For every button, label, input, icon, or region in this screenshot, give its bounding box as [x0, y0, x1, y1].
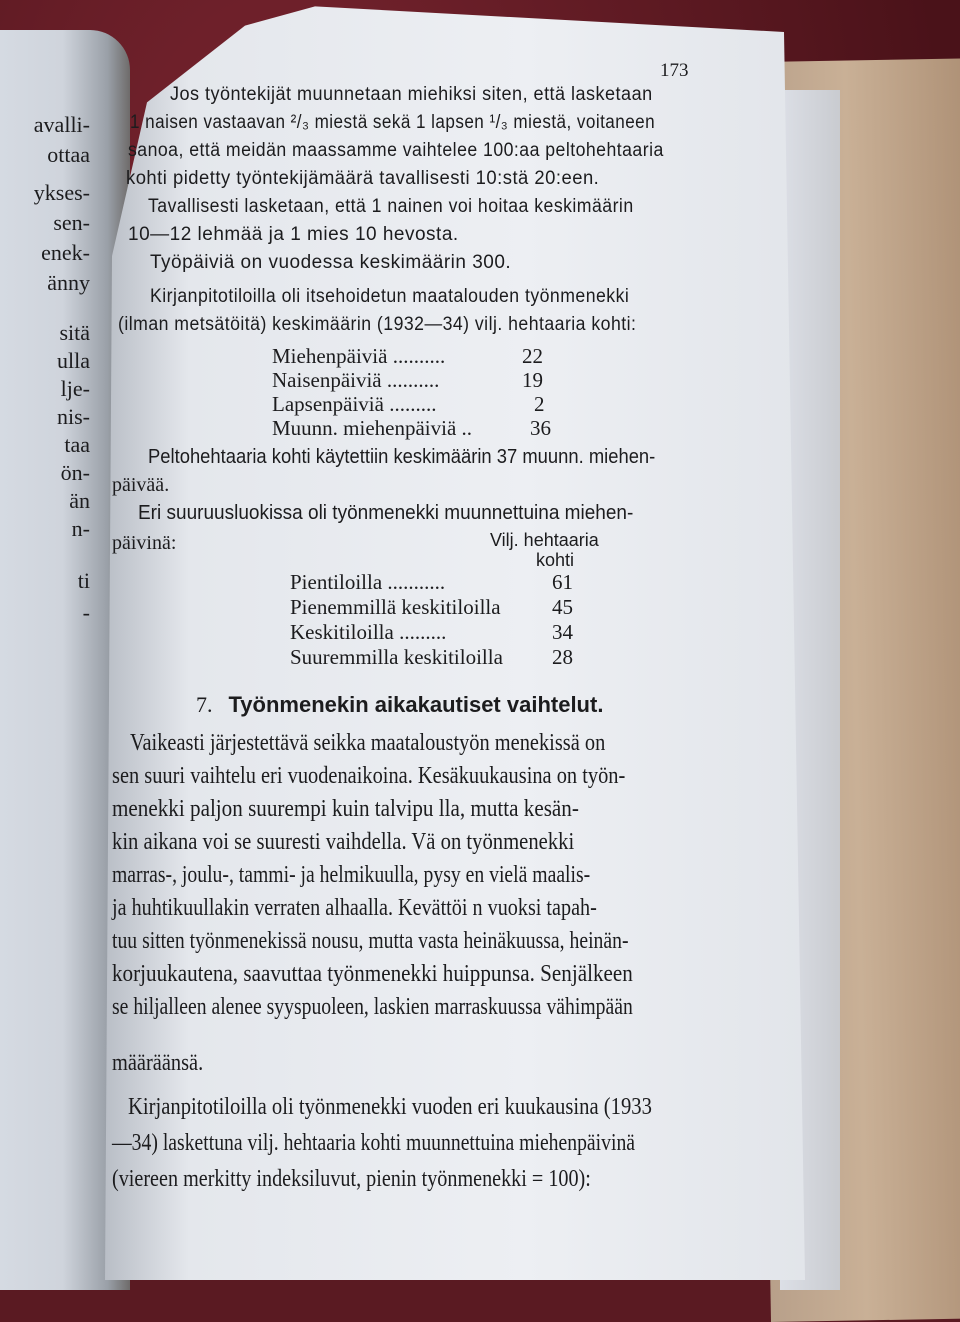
text-line: Kirjanpitotiloilla oli itsehoidetun maatalouden työnmenekki: [150, 286, 630, 307]
left-fragment: taa: [64, 432, 90, 457]
text-line: Eri suuruusluokissa oli työnmenekki muunnettuina miehen-: [138, 502, 634, 524]
text-line: Työpäiviä on vuodessa keskimäärin 300.: [150, 252, 512, 273]
text-line: 10—12 lehmää ja 1 mies 10 hevosta.: [128, 224, 459, 245]
row-label: Pienemmillä keskitiloilla: [290, 595, 501, 619]
text-line: sanoa, että meidän maassamme vaihtelee 100:aa peltohehtaaria: [128, 140, 664, 161]
row-label: Miehenpäiviä ..........: [272, 344, 446, 368]
text-line: päivinä:: [112, 532, 177, 554]
column-header: kohti: [536, 550, 575, 570]
size-class-table: [290, 530, 599, 670]
left-fragment: sitä: [59, 320, 90, 345]
left-fragment: enek-: [41, 240, 90, 265]
left-fragment: ön-: [60, 460, 90, 485]
page-number: 173: [660, 60, 689, 81]
left-fragment: nis-: [57, 404, 90, 429]
row-label: Naisenpäiviä ..........: [272, 368, 440, 392]
left-fragment: ulla: [57, 348, 90, 373]
text-line: ja huhtikuullakin verraten alhaalla. Kevättöi n vuoksi tapah-: [112, 895, 597, 921]
text-line: sen suuri vaihtelu eri vuodenaikoina. Kesäkuukausina on työn-: [112, 763, 626, 789]
text-line: Peltohehtaaria kohti käytettiin keskimäärin 37 muunn. miehen-: [148, 446, 656, 468]
row-value: 19: [522, 368, 543, 392]
table-row: [272, 344, 551, 368]
text-line: kohti pidetty työntekijämäärä tavallisesti 10:stä 20:een.: [126, 168, 600, 189]
section-number: 7.: [196, 692, 213, 717]
left-fragment: -: [82, 600, 90, 625]
row-label: Keskitiloilla .........: [290, 620, 447, 644]
text-line: menekki paljon suurempi kuin talvipu lla, mutta kesän-: [112, 796, 579, 822]
text-line: Jos työntekijät muunnetaan miehiksi siten, että lasketaan: [170, 84, 653, 105]
row-value: 34: [552, 620, 573, 644]
text-line: —34) laskettuna vilj. hehtaaria kohti muunnettuina miehenpäivinä: [112, 1130, 636, 1156]
row-value: 61: [552, 570, 573, 594]
text-line: Vaikeasti järjestettävä seikka maataloustyön menekissä on: [130, 730, 606, 756]
text-line: (viereen merkitty indeksiluvut, pienin työnmenekki = 100):: [112, 1166, 591, 1192]
text-line: se hiljalleen alenee syyspuoleen, laskien marraskuussa vähimpään: [112, 994, 633, 1020]
section-title: Työnmenekin aikakautiset vaihtelut.: [228, 692, 604, 717]
text-line: marras-, joulu-, tammi- ja helmikuulla, pysy en vielä maalis-: [112, 862, 591, 888]
text-line: korjuukautena, saavuttaa työnmenekki huippunsa. Senjälkeen: [112, 961, 633, 987]
section-heading: [196, 692, 619, 718]
row-value: 45: [552, 595, 573, 619]
text-line: (ilman metsätöitä) keskimäärin (1932—34) vilj. hehtaaria kohti:: [118, 314, 637, 335]
text-line: Tavallisesti lasketaan, että 1 nainen voi hoitaa keskimäärin: [148, 196, 634, 217]
row-value: 28: [552, 645, 573, 669]
table-row: [290, 645, 599, 670]
column-header: Vilj. hehtaaria: [490, 530, 599, 550]
row-label: Pientiloilla ...........: [290, 570, 446, 594]
text-line: 1 naisen vastaavan ²/₃ miestä sekä 1 lapsen ¹/₃ miestä, voitaneen: [130, 112, 656, 133]
table-row: [290, 570, 599, 595]
row-label: Suuremmilla keskitiloilla: [290, 645, 503, 669]
left-fragment: ti: [77, 568, 90, 593]
left-fragment: ykses-: [33, 180, 90, 205]
text-line: Kirjanpitotiloilla oli työnmenekki vuoden eri kuukausina (1933: [128, 1094, 652, 1120]
left-fragment: änny: [47, 270, 90, 295]
table-row: [272, 416, 551, 440]
text-line: päivää.: [112, 474, 170, 496]
left-fragment: n-: [71, 516, 90, 541]
table-row: [272, 392, 551, 416]
row-label: Lapsenpäiviä .........: [272, 392, 437, 416]
left-fragment: ottaa: [47, 142, 90, 167]
text-line: kin aikana voi se suuresti vaihdella. Vä on työnmenekki: [112, 829, 575, 855]
workdays-table: [272, 344, 551, 440]
row-value: 36: [530, 416, 551, 440]
row-value: 2: [534, 392, 545, 416]
left-fragment: sen-: [53, 210, 90, 235]
text-line: tuu sitten työnmenekissä nousu, mutta vasta heinäkuussa, heinän-: [112, 928, 629, 954]
left-fragment: lje-: [60, 376, 90, 401]
text-line: määräänsä.: [112, 1050, 204, 1076]
table-row: [290, 595, 599, 620]
row-value: 22: [522, 344, 543, 368]
table-row: [272, 368, 551, 392]
row-label: Muunn. miehenpäiviä ..: [272, 416, 473, 440]
table-row: [290, 620, 599, 645]
left-fragment: än: [69, 488, 90, 513]
left-fragment: avalli-: [33, 112, 90, 137]
